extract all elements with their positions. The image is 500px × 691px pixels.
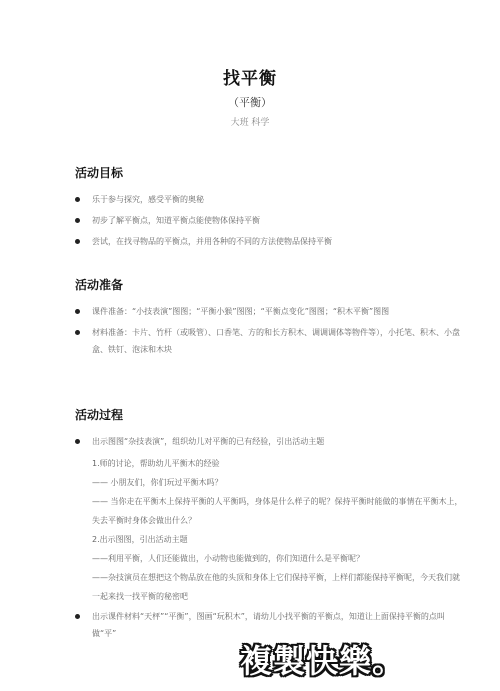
- bullet-icon: [75, 309, 80, 314]
- process-list: [75, 433, 465, 450]
- process-line: 2.出示图图，引出活动主题: [92, 535, 188, 544]
- list-item: [75, 212, 465, 229]
- prep-text: 材料准备：卡片、竹杆（或吸管）、口香笔、方的和长方积木、调调调体等物件等），小托笔、积木、小盘盒、铁钉、泡沫和木块: [92, 328, 460, 354]
- process-line: —— 当你走在平衡木上保持平衡的人平衡吗，身体是什么样子的呢？保持平衡时能做的事情在平衡木上，失去平衡时身体会做出什么？: [92, 497, 463, 525]
- prep-section: [75, 276, 465, 362]
- process-text: 出示课件材料“天枰”“平衡”，图画“玩积木”，请幼儿小找平衡的平衡点，知道让上面保持平衡的点叫做“平”: [92, 612, 445, 638]
- list-item: [75, 233, 465, 250]
- watermark-stamp: 複製快樂。: [240, 642, 406, 680]
- goals-section: [75, 164, 465, 254]
- class-subject-label: 大班 科学: [230, 118, 270, 128]
- goal-text: 尝试，在找寻物品的平衡点，并用各种的不同的方法使物品保持平衡: [92, 237, 332, 246]
- bullet-icon: [75, 439, 80, 444]
- bullet-icon: [75, 239, 80, 244]
- goals-heading: 活动目标: [75, 166, 124, 180]
- process-line: —— 小朋友们，你们玩过平衡木吗？: [92, 478, 223, 487]
- process-line: ——利用平衡，人们还能做出，小动物也能做到的，你们知道什么是平衡呢？: [92, 554, 364, 563]
- process-section: [75, 406, 465, 646]
- process-heading: 活动过程: [75, 408, 124, 422]
- list-item: [75, 303, 465, 320]
- bullet-icon: [75, 614, 80, 619]
- process-line: 1.师的讨论，帮助幼儿平衡木的经验: [92, 459, 220, 468]
- list-item: [75, 324, 465, 358]
- goal-text: 乐于参与探究，感受平衡的奥秘: [92, 195, 204, 204]
- prep-text: 课件准备：“小技表演”图图；“平衡小猴”图图；“平衡点变化”图图；“积木平衡”图图: [92, 307, 390, 316]
- process-line: ——杂技演员在想把这个物品放在他的头顶和身体上它们保持平衡，上样们都能保持平衡呢，今天我们就一起来找一找平衡的秘密吧: [92, 573, 460, 601]
- bullet-icon: [75, 218, 80, 223]
- goals-list: [75, 191, 465, 250]
- prep-list: [75, 303, 465, 358]
- goal-text: 初步了解平衡点，知道平衡点能使物体保持平衡: [92, 216, 260, 225]
- prep-heading: 活动准备: [75, 278, 124, 292]
- list-item: [75, 191, 465, 208]
- page-title: 找平衡: [223, 69, 277, 89]
- bullet-icon: [75, 330, 80, 335]
- bullet-icon: [75, 197, 80, 202]
- list-item: [75, 433, 465, 450]
- process-text: 出示图图“杂技表演”，组织幼儿对平衡的已有经验，引出活动主题: [92, 437, 325, 446]
- page-subtitle: （平衡）: [228, 96, 272, 109]
